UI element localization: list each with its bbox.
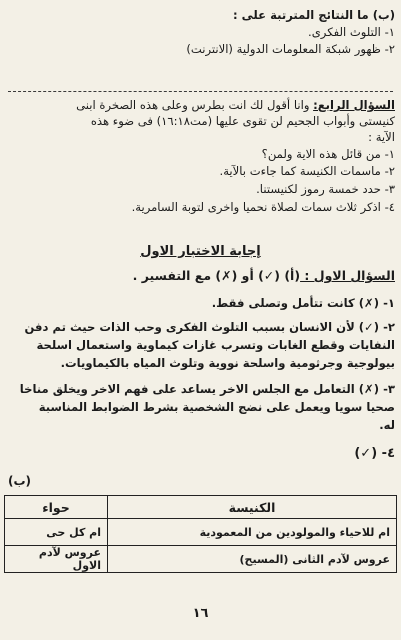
answer-4: ٤- (✓) xyxy=(354,446,395,461)
table-row xyxy=(5,519,397,546)
q4-title: السؤال الرابع: xyxy=(313,98,395,112)
table-row xyxy=(5,546,397,573)
part-b-label: (ب) xyxy=(8,474,32,488)
q1-instruction: (أ) (✓) أو (✗) مع التفسير . xyxy=(132,268,301,283)
question-item: ١- التلوث الفكرى. xyxy=(308,25,395,39)
q4-item: ١- من قائل هذه الاية ولمن؟ xyxy=(261,147,395,161)
section-divider xyxy=(8,91,393,92)
table-cell: عروس لآدم الثانى (المسيح) xyxy=(108,546,397,573)
section-b-heading: (ب) ما النتائج المترتبة على : xyxy=(233,8,395,22)
q4-text: وانا أقول لك انت بطرس وعلى هذه الصخرة ابنى xyxy=(76,98,314,112)
q1-title-line xyxy=(0,268,395,283)
answer-2-line: النفايات وقطع الغابات وتسرب غازات كيماوية واستعمال اسلحة xyxy=(36,338,395,352)
question-item: ٢- ظهور شبكة المعلومات الدولية (الانترنت) xyxy=(186,42,395,56)
answer-3-line: ٣- (✗) التعامل مع الجلس الاخر يساعد على فهم الاخر ويخلق مناخا xyxy=(19,382,395,396)
q4-item: ٢- ماسمات الكنيسة كما جاءت بالآية. xyxy=(219,164,395,178)
answer-3-line: له. xyxy=(379,418,395,432)
table-cell: ام كل حى xyxy=(5,519,108,546)
answer-2-line: بيولوجية وجرثومية واسلحة نووية وتلوث المياه بالكيماويات. xyxy=(60,356,395,370)
answer-2-line: ٢- (✓) لأن الانسان بسبب التلوث الفكرى وحب الذات حيث تم دفن xyxy=(24,320,395,334)
comparison-table xyxy=(4,495,397,573)
q4-line-1 xyxy=(0,98,395,113)
answer-3-line: صحيا سويا ويعمل على نضج الشخصية بشرط الضوابط المناسبة xyxy=(38,400,395,414)
table-header: حواء xyxy=(5,496,108,519)
q4-item: ٣- حدد خمسة رموز لكنيستنا. xyxy=(256,182,395,196)
answers-heading: إجابة الاختبار الاول xyxy=(140,244,261,259)
q4-text: كنيستى وأبواب الجحيم لن تقوى عليها (مت١٦:١٨) فى ضوء هذه xyxy=(90,114,395,128)
page-number: ١٦ xyxy=(192,606,209,621)
table-header: الكنيسة xyxy=(108,496,397,519)
table-header-row xyxy=(5,496,397,519)
q4-item: ٤- اذكر ثلاث سمات لصلاة نحميا واخرى لتوبة السامرية. xyxy=(131,200,395,214)
table-cell: ام للاحياء والمولودين من المعمودية xyxy=(108,519,397,546)
q1-title: السؤال الاول : xyxy=(300,268,395,283)
q4-text: الآية : xyxy=(368,130,395,144)
answer-1: ١- (✗) كانت تتأمل وتصلى فقط. xyxy=(211,296,395,310)
table-cell: عروس لآدم الاول xyxy=(5,546,108,573)
